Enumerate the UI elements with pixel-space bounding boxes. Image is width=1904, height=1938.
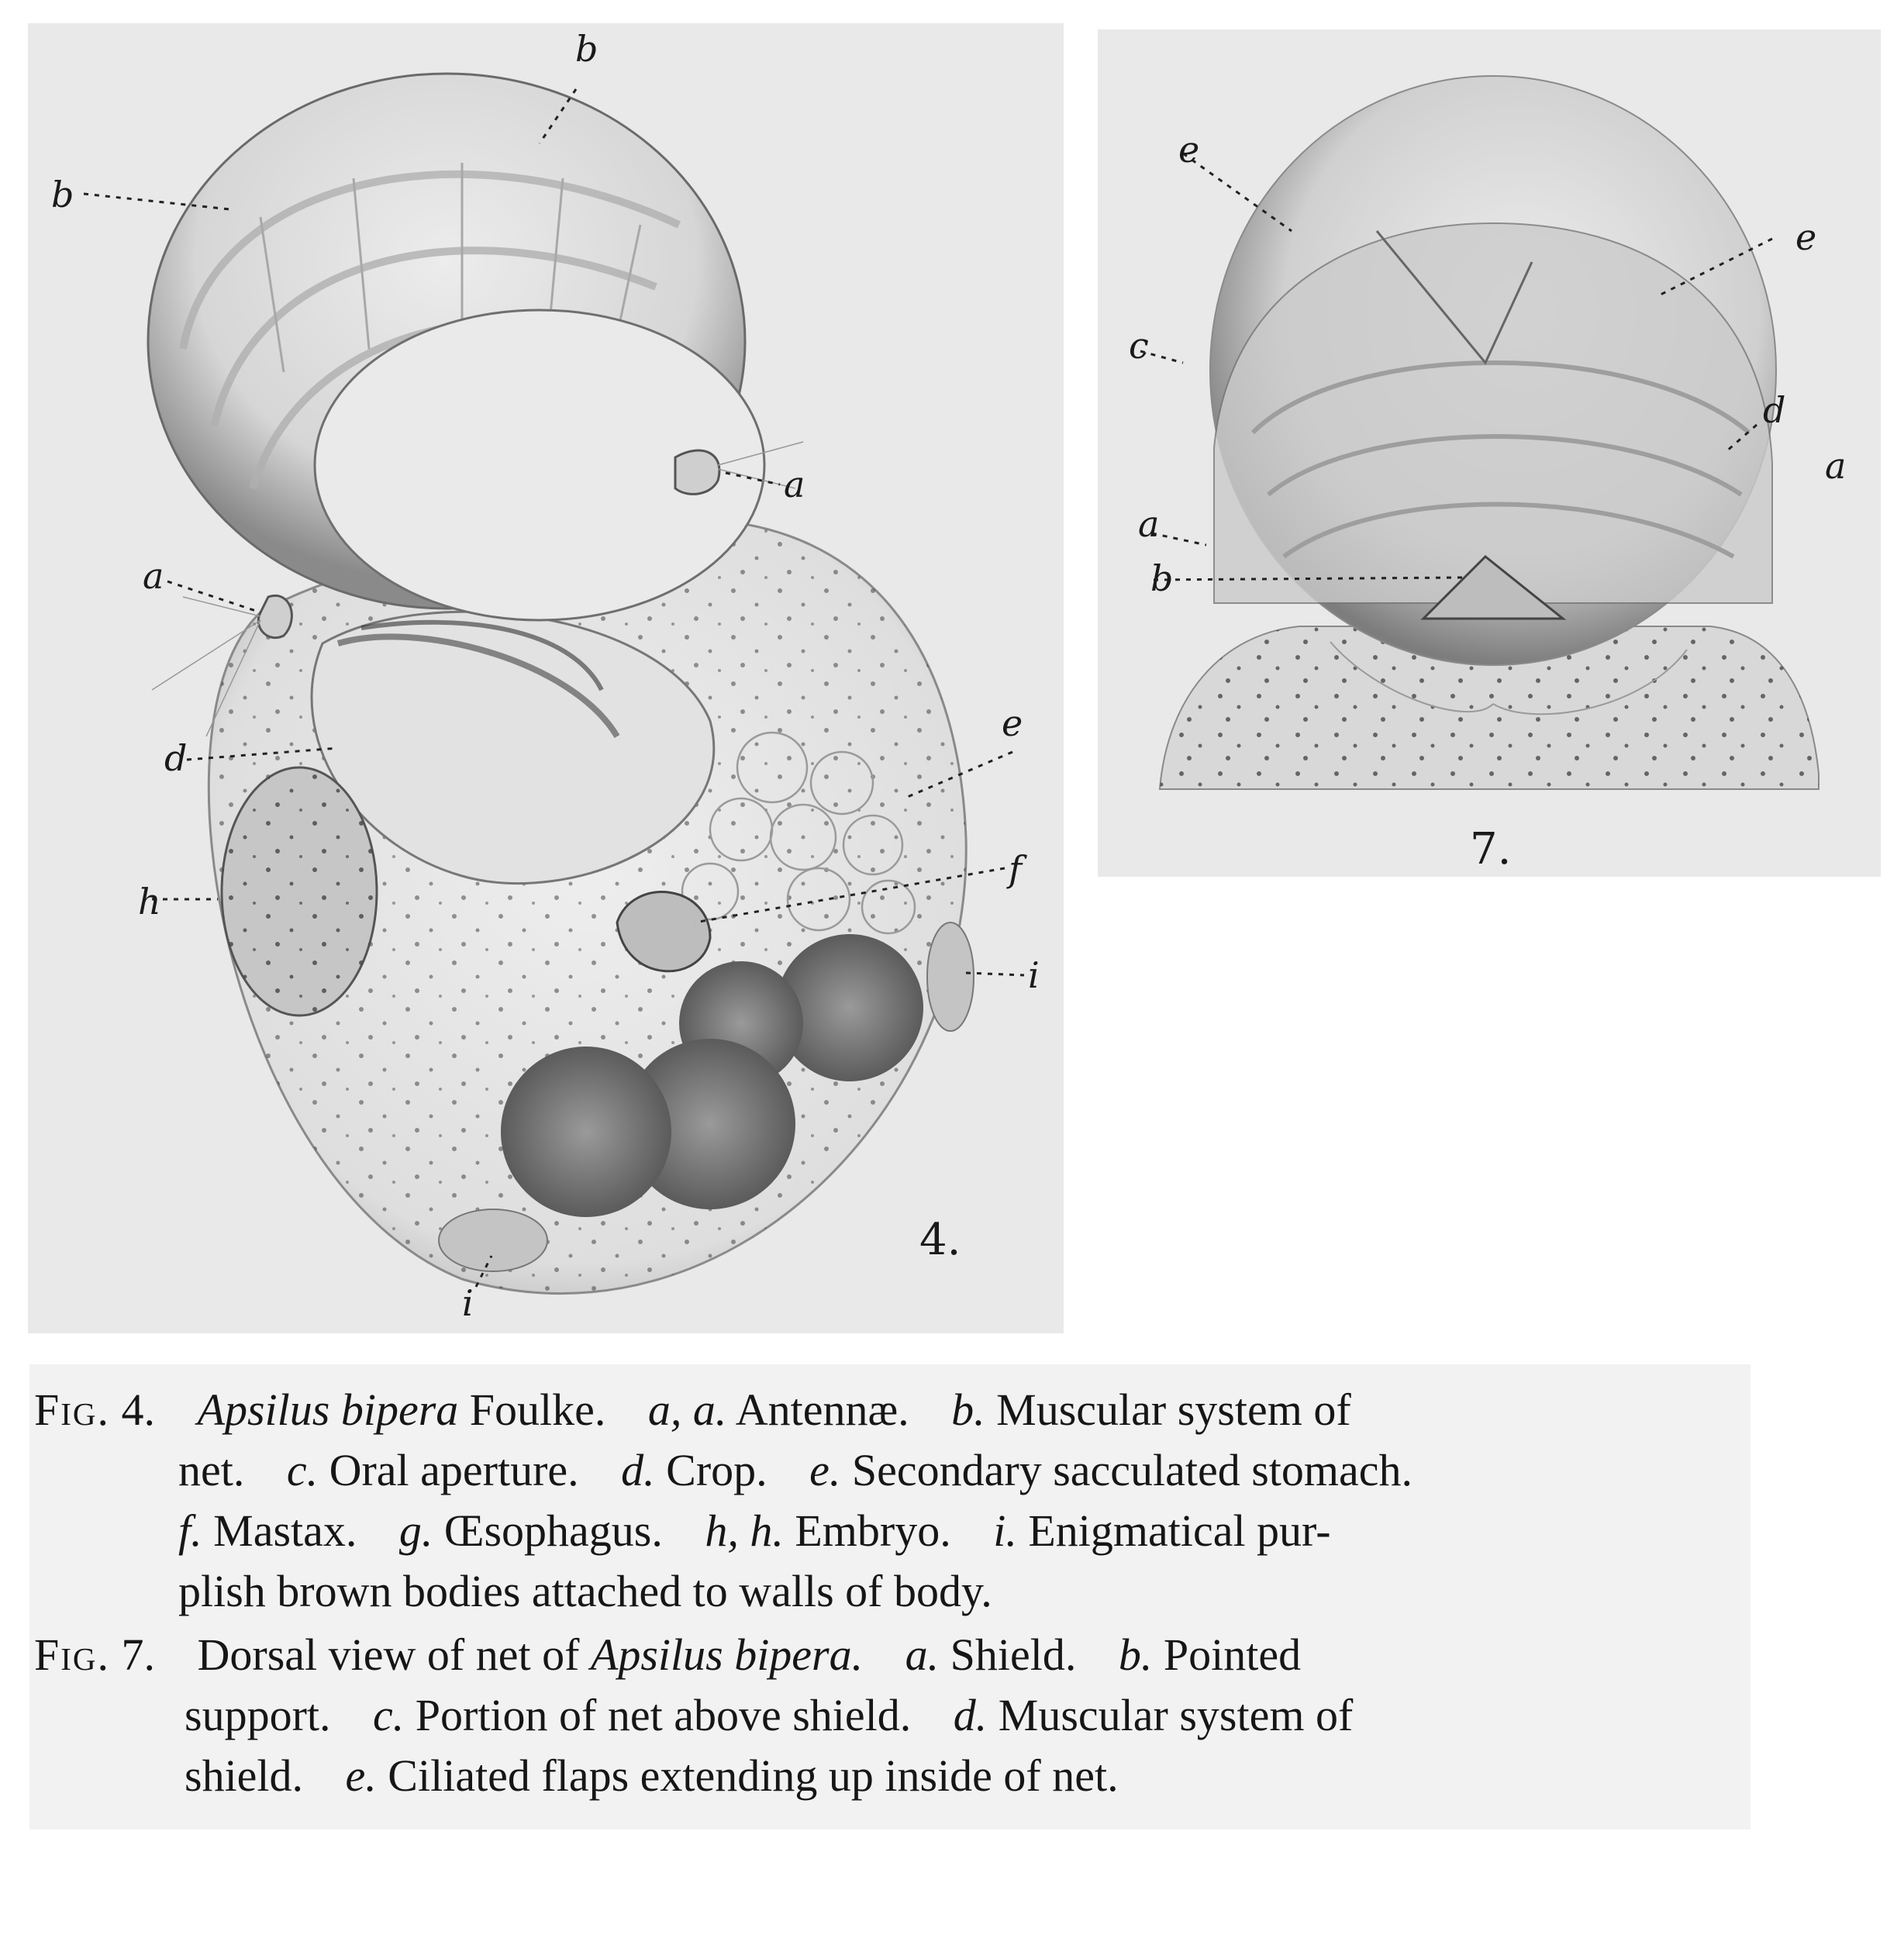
figure-4-number: 4. (919, 1215, 961, 1265)
label-e: e (1002, 702, 1023, 744)
figure-7-plate (1098, 29, 1881, 877)
label-b: b (1150, 557, 1174, 599)
fig4-author: Foulke. (469, 1385, 606, 1435)
fig4-h-text: Embryo. (795, 1505, 951, 1556)
label-d: d (164, 737, 188, 779)
fig4-number: 4. (121, 1385, 156, 1435)
fig7-prefix: Fig. (34, 1629, 111, 1680)
label-a-right: a (784, 464, 805, 505)
fig4-species: Apsilus bipera (197, 1385, 459, 1435)
fig7-d-text-2: shield. (185, 1750, 304, 1801)
fig4-b-text-1: Muscular system of (996, 1385, 1351, 1435)
fig7-d-key: d. (953, 1690, 988, 1740)
figure-7-drawing (1098, 29, 1881, 877)
label-e-left: e (1178, 129, 1200, 171)
label-b-left: b (51, 174, 74, 216)
fig4-b-text-2: net. (178, 1445, 245, 1495)
caption-fig4-line-1 (34, 1385, 1351, 1435)
caption-fig7-line-2 (185, 1690, 1354, 1740)
fig4-g-key: g. (398, 1505, 433, 1556)
fig4-i-text-2: plish brown bodies attached to walls of body. (178, 1566, 992, 1616)
fig4-c-key: c. (286, 1445, 319, 1495)
label-f: f (1009, 848, 1023, 890)
fig4-g-text: Œsophagus. (443, 1505, 663, 1556)
caption-block (29, 1364, 1751, 1829)
fig4-d-text: Crop. (666, 1445, 767, 1495)
figure-7-number: 7. (1470, 824, 1512, 874)
fig4-f-key: f. (178, 1505, 202, 1556)
fig7-c-key: c. (373, 1690, 405, 1740)
caption-fig4-line-4 (178, 1566, 992, 1616)
fig4-prefix: Fig. (34, 1385, 111, 1435)
label-a-left: a (143, 555, 164, 597)
enigmatical-body-bottom (439, 1209, 547, 1271)
caption-fig4-line-3 (178, 1505, 1331, 1556)
fig4-c-text: Oral aperture. (329, 1445, 579, 1495)
enigmatical-body-right (927, 922, 974, 1031)
antenna-left (258, 595, 291, 637)
fig7-e-text: Ciliated flaps extending up inside of net. (388, 1750, 1119, 1801)
fig7-b-text-1: Pointed (1163, 1629, 1302, 1680)
label-a-right: a (1825, 445, 1847, 487)
label-b-top: b (575, 28, 598, 70)
figure-4-plate (28, 23, 1064, 1333)
fig7-d-text: Muscular system of (998, 1690, 1354, 1740)
label-e-right: e (1795, 216, 1817, 258)
label-a-left: a (1138, 503, 1160, 545)
caption-fig7-line-1 (34, 1629, 1302, 1680)
fig7-b-text-2: support. (185, 1690, 331, 1740)
fig4-a-text: Antennæ. (735, 1385, 909, 1435)
fig7-text-1: Dorsal view of net of (197, 1629, 580, 1680)
label-h: h (138, 881, 161, 922)
fig7-e-key: e. (345, 1750, 377, 1801)
antenna-right (675, 450, 719, 494)
label-d: d (1763, 389, 1786, 431)
fig7-c-text: Portion of net above shield. (415, 1690, 912, 1740)
label-i-bottom: i (462, 1282, 474, 1324)
fig4-a-key: a, a. (647, 1385, 727, 1435)
caption-fig7-line-3 (185, 1750, 1119, 1801)
fig4-d-key: d. (621, 1445, 655, 1495)
fig7-species: Apsilus bipera. (590, 1629, 864, 1680)
fig4-h-key: h, h. (705, 1505, 784, 1556)
fig4-e-text: Secondary sacculated stomach. (851, 1445, 1412, 1495)
fig4-f-text: Mastax. (213, 1505, 357, 1556)
fig7-a-text: Shield. (950, 1629, 1077, 1680)
fig4-i-text-1: Enigmatical pur- (1028, 1505, 1331, 1556)
label-i-right: i (1028, 954, 1040, 996)
fig4-e-key: e. (809, 1445, 841, 1495)
figure-4-drawing (28, 23, 1064, 1333)
fig7-a-key: a. (905, 1629, 940, 1680)
fig7-b-key: b. (1118, 1629, 1153, 1680)
label-c: c (1129, 325, 1149, 367)
fig4-b-key: b. (951, 1385, 985, 1435)
fig4-i-key: i. (993, 1505, 1017, 1556)
fig7-number: 7. (121, 1629, 156, 1680)
caption-fig4-line-2 (178, 1445, 1412, 1495)
